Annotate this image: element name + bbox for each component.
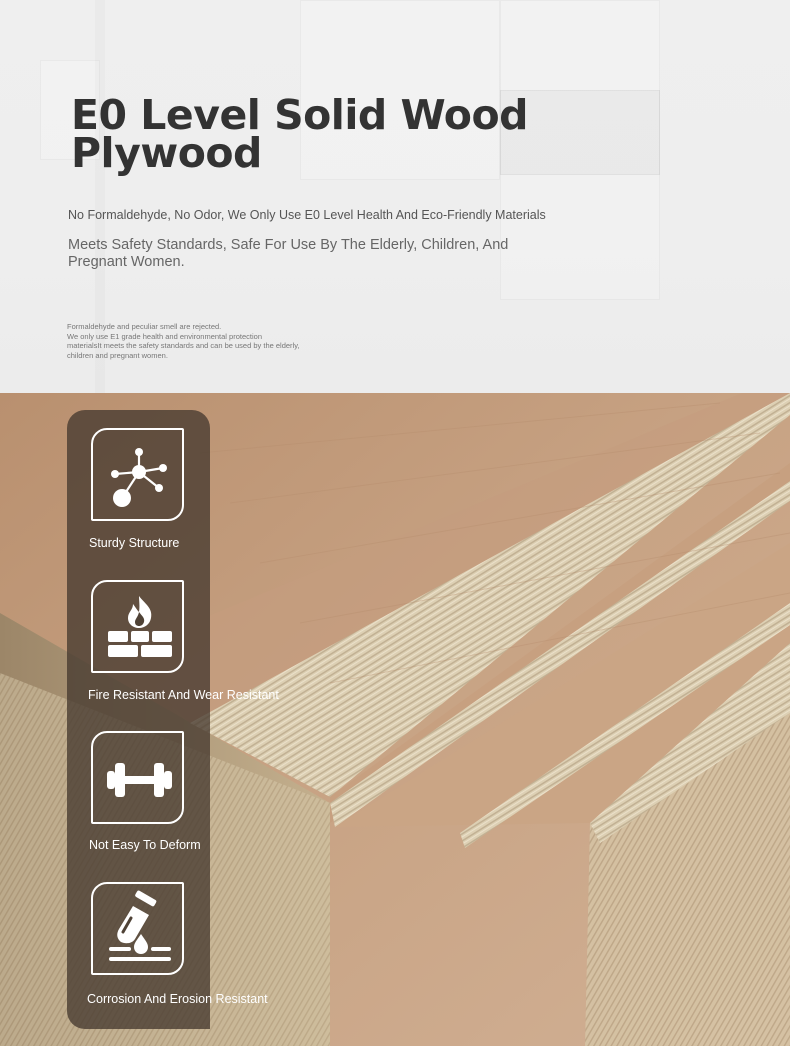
feature-label: Corrosion And Erosion Resistant: [87, 992, 268, 1006]
small-note-line: materialsIt meets the safety standards and can be used by the elderly,: [67, 341, 300, 351]
small-note-line: children and pregnant women.: [67, 350, 168, 360]
small-note-line: We only use E1 grade health and environmental protection: [67, 331, 262, 341]
fire-brick-icon: [91, 580, 184, 673]
subtitle-primary: No Formaldehyde, No Odor, We Only Use E0 Level Health And Eco-Friendly Materials: [68, 208, 546, 222]
feature-label: Fire Resistant And Wear Resistant: [88, 688, 279, 702]
molecule-icon: [91, 428, 184, 521]
page-title: E0 Level Solid Wood Plywood: [71, 91, 528, 177]
small-note: [67, 322, 347, 360]
dumbbell-icon: [91, 731, 184, 824]
small-note-line: Formaldehyde and peculiar smell are rejected.: [67, 322, 222, 331]
feature-label: Not Easy To Deform: [89, 838, 201, 852]
hero-section: [0, 0, 790, 393]
feature-label: Sturdy Structure: [89, 536, 180, 550]
subtitle-secondary: Meets Safety Standards, Safe For Use By The Elderly, Children, And Pregnant Women.: [68, 237, 509, 270]
chemical-flask-icon: [91, 882, 184, 975]
